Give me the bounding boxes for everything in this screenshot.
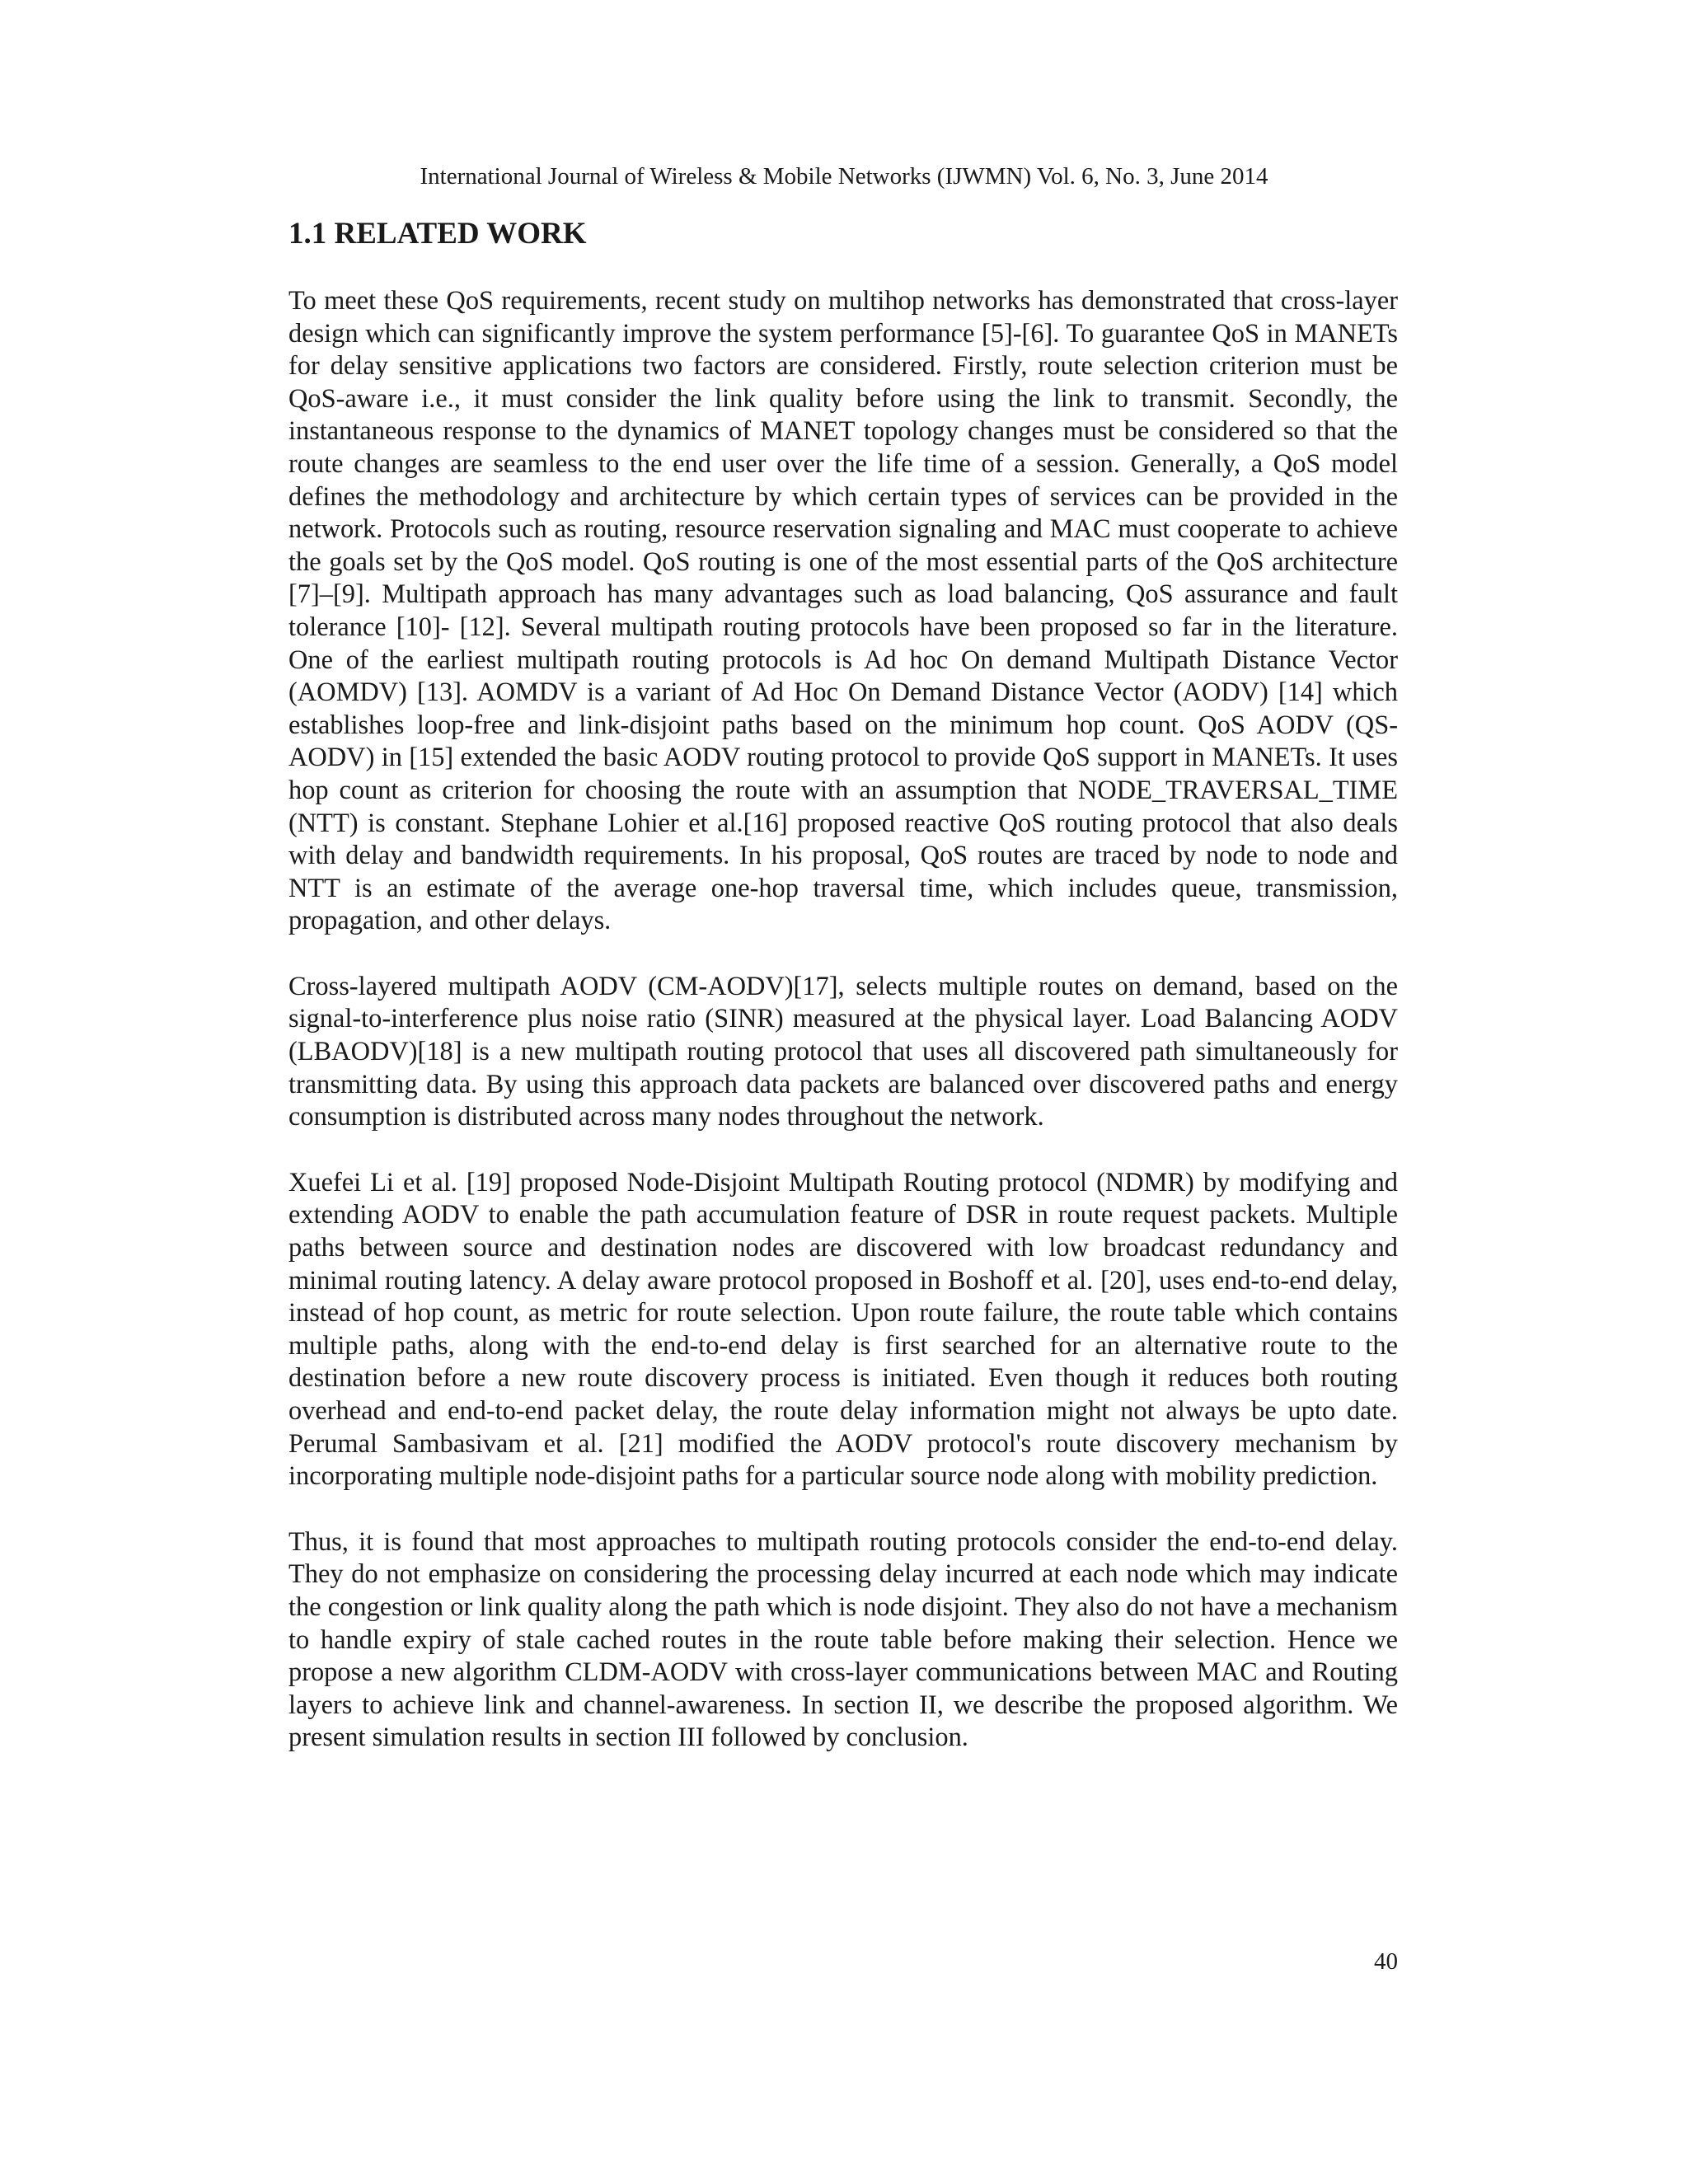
page-number: 40 bbox=[1374, 1948, 1398, 1975]
section-heading: 1.1 RELATED WORK bbox=[288, 217, 587, 251]
paragraph-node-disjoint: Xuefei Li et al. [19] proposed Node-Disjoint Multipath Routing protocol (NDMR) by modifying and extending AODV to enable the path accumulation feature of DSR in route request packets. Multiple paths between source and destination nodes are discovered with low broadcast redundancy and minimal routing latency. A delay aware protocol proposed in Boshoff et al. [20], uses end-to-end delay, instead of hop count, as metric for route selection. Upon route failure, the route table which contains multiple paths, along with the end-to-end delay is first searched for an alternative route to the destination before a new route discovery process is initiated. Even though it reduces both routing overhead and end-to-end packet delay, the route delay information might not always be upto date. Perumal Sambasivam et al. [21] modified the AODV protocol's route discovery mechanism by incorporating multiple node-disjoint paths for a particular source node along with mobility prediction. bbox=[288, 1167, 1398, 1492]
running-header: International Journal of Wireless & Mobile Networks (IJWMN) Vol. 6, No. 3, June 2014 bbox=[420, 163, 1268, 190]
paragraph-conclusion: Thus, it is found that most approaches to multipath routing protocols consider the end-to-end delay. They do not emphasize on considering the processing delay incurred at each node which may indicate the congestion or link quality along the path which is node disjoint. They also do not have a mechanism to handle expiry of stale cached routes in the route table before making their selection. Hence we propose a new algorithm CLDM-AODV with cross-layer communications between MAC and Routing layers to achieve link and channel-awareness. In section II, we describe the proposed algorithm. We present simulation results in section III followed by conclusion. bbox=[288, 1526, 1398, 1753]
paragraph-related-work-intro: To meet these QoS requirements, recent study on multihop networks has demonstrated that cross-layer design which can significantly improve the system performance [5]-[6]. To guarantee QoS in MANETs for delay sensitive applications two factors are considered. Firstly, route selection criterion must be QoS-aware i.e., it must consider the link quality before using the link to transmit. Secondly, the instantaneous response to the dynamics of MANET topology changes must be considered so that the route changes are seamless to the end user over the life time of a session. Generally, a QoS model defines the methodology and architecture by which certain types of services can be provided in the network. Protocols such as routing, resource reservation signaling and MAC must cooperate to achieve the goals set by the QoS model. QoS routing is one of the most essential parts of the QoS architecture [7]–[9]. Multipath approach has many advantages such as load balancing, QoS assurance and fault tolerance [10]- [12]. Several multipath routing protocols have been proposed so far in the literature. One of the earliest multipath routing protocols is Ad hoc On demand Multipath Distance Vector (AOMDV) [13]. AOMDV is a variant of Ad Hoc On Demand Distance Vector (AODV) [14] which establishes loop-free and link-disjoint paths based on the minimum hop count. QoS AODV (QS-AODV) in [15] extended the basic AODV routing protocol to provide QoS support in MANETs. It uses hop count as criterion for choosing the route with an assumption that NODE_TRAVERSAL_TIME (NTT) is constant. Stephane Lohier et al.[16] proposed reactive QoS routing protocol that also deals with delay and bandwidth requirements. In his proposal, QoS routes are traced by node to node and NTT is an estimate of the average one-hop traversal time, which includes queue, transmission, propagation, and other delays. bbox=[288, 286, 1398, 936]
paragraph-cross-layered-aodv: Cross-layered multipath AODV (CM-AODV)[17], selects multiple routes on demand, based on the signal-to-interference plus noise ratio (SINR) measured at the physical layer. Load Balancing AODV (LBAODV)[18] is a new multipath routing protocol that uses all discovered path simultaneously for transmitting data. By using this approach data packets are balanced over discovered paths and energy consumption is distributed across many nodes throughout the network. bbox=[288, 971, 1398, 1132]
body-text bbox=[288, 285, 1398, 1788]
